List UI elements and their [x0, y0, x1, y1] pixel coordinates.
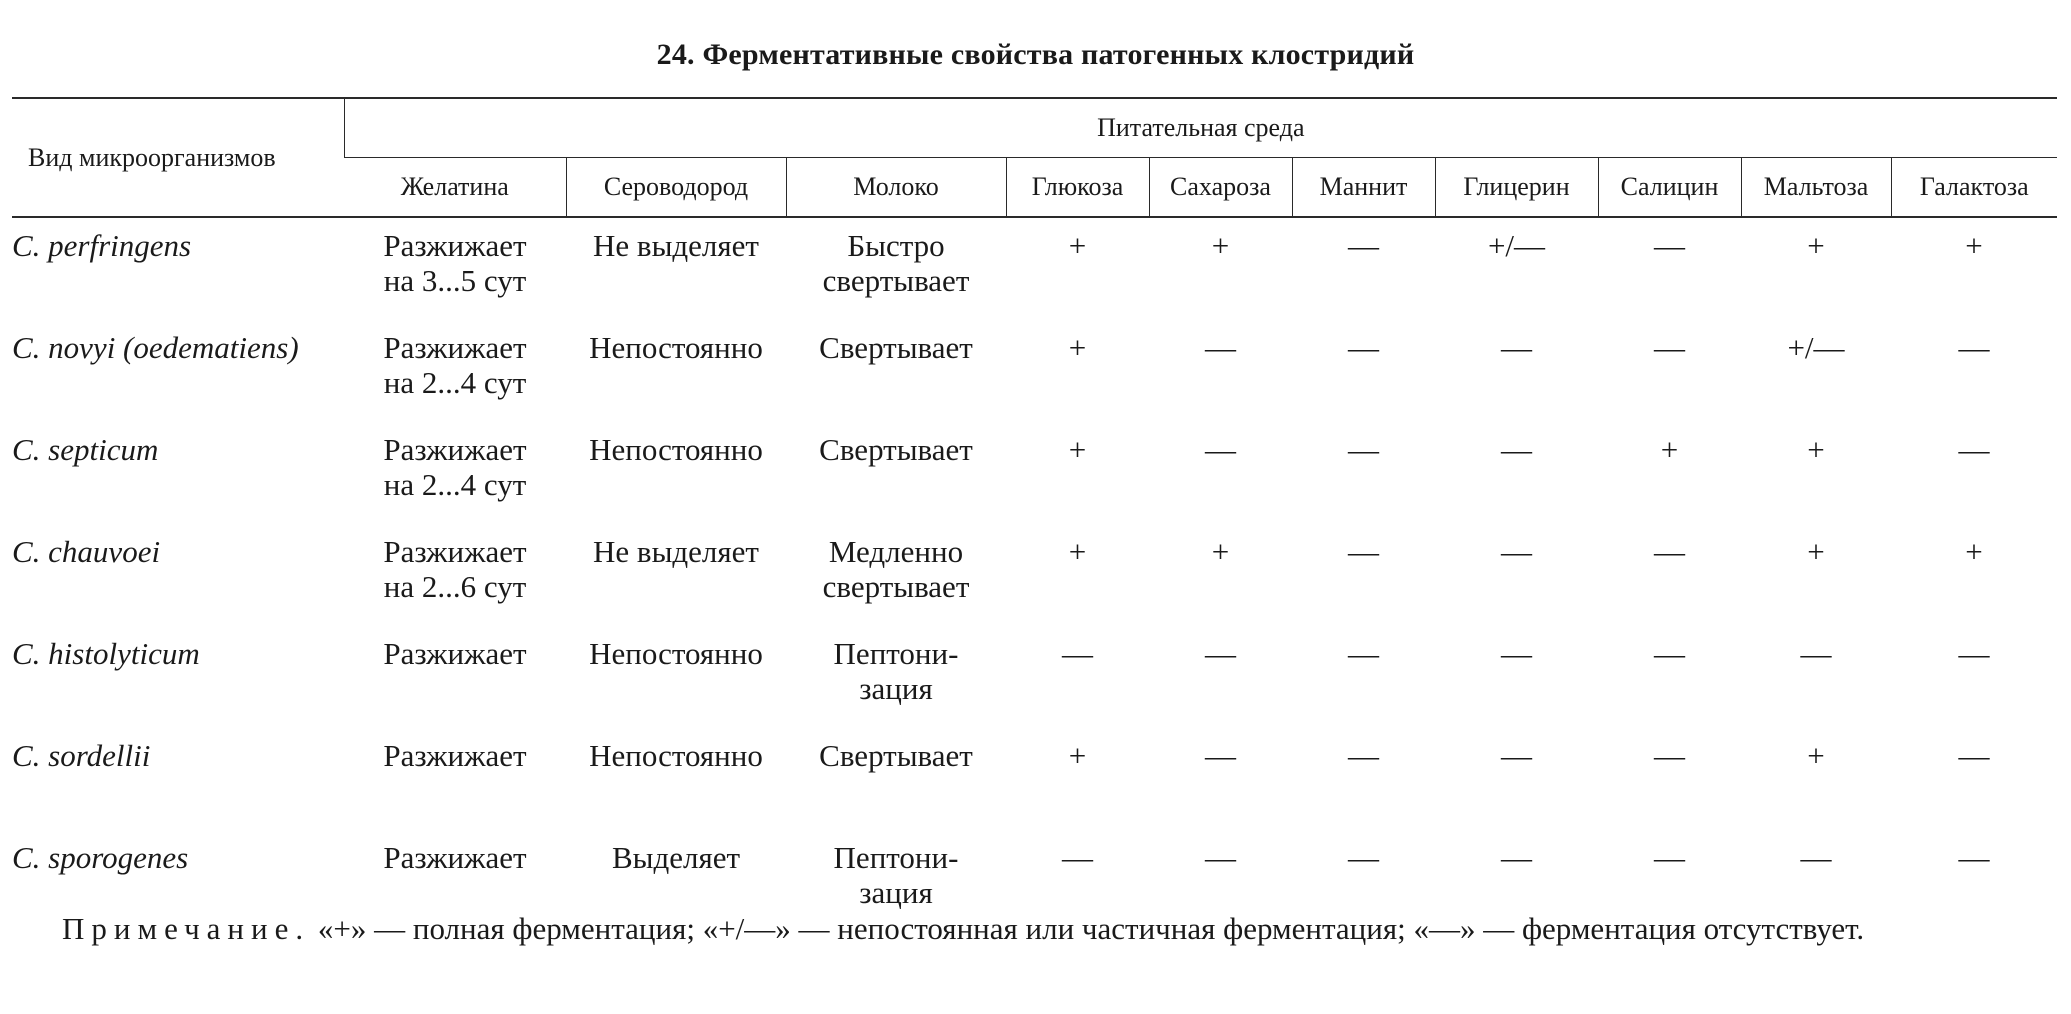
salicin-cell: + [1660, 432, 1679, 467]
mannitol-cell: — [1348, 840, 1379, 875]
column-header: Салицин [1598, 158, 1741, 218]
milk-cell-line: свертывает [822, 263, 970, 298]
gelatin-cell [344, 217, 566, 330]
maltose-cell: + [1807, 228, 1825, 263]
milk-cell [786, 217, 1006, 330]
glucose-cell: — [1062, 840, 1093, 875]
milk-cell [786, 636, 1006, 738]
gelatin-cell [344, 636, 566, 738]
gelatin-cell [344, 432, 566, 534]
gelatin-cell-line: на 2...4 сут [383, 365, 527, 400]
galactose-cell: — [1958, 738, 1990, 773]
galactose-cell: — [1958, 636, 1990, 671]
h2s-cell-line: Не выделяет [593, 228, 759, 263]
column-header: Глюкоза [1006, 158, 1149, 218]
column-header: Глицерин [1435, 158, 1598, 218]
table-note [0, 910, 2050, 948]
table-row [12, 738, 2057, 840]
salicin-cell: — [1654, 738, 1685, 773]
gelatin-cell-line: Разжижает [383, 840, 527, 875]
sucrose-cell: — [1205, 738, 1236, 773]
h2s-cell [566, 534, 786, 636]
gelatin-cell-line: на 2...6 сут [383, 569, 527, 604]
glycerol-cell: +/— [1487, 228, 1546, 263]
gelatin-cell [344, 330, 566, 432]
milk-cell-line: Медленно [828, 534, 964, 569]
h2s-cell-line: Непостоянно [589, 636, 763, 671]
table-row [12, 330, 2057, 432]
galactose-cell: + [1965, 228, 1983, 263]
h2s-cell [566, 738, 786, 840]
species-cell: C. sordellii [12, 738, 151, 773]
gelatin-cell [344, 738, 566, 840]
column-header: Сахароза [1149, 158, 1292, 218]
species-cell: C. histolyticum [12, 636, 200, 671]
galactose-cell: — [1958, 840, 1990, 875]
maltose-cell: + [1807, 432, 1825, 467]
gelatin-cell-line: Разжижает [383, 228, 527, 263]
glycerol-cell: — [1501, 534, 1532, 569]
sucrose-cell: — [1205, 636, 1236, 671]
gelatin-cell-line: Разжижает [383, 432, 527, 467]
mannitol-cell: — [1348, 636, 1379, 671]
glucose-cell: + [1068, 432, 1087, 467]
species-cell: C. septicum [12, 432, 159, 467]
column-header: Молоко [786, 158, 1006, 218]
note-lead: Примечание. [62, 911, 311, 946]
column-header: Желатина [344, 158, 566, 218]
column-header: Маннит [1292, 158, 1435, 218]
note-text: «+» — полная ферментация; «+/—» — непостоянная или частичная ферментация; «—» — ферментация отсутствует. [310, 911, 1865, 946]
table-title: 24. Ферментативные свойства патогенных клостридий [656, 38, 1415, 71]
species-cell: C. chauvoei [12, 534, 161, 569]
maltose-cell: + [1807, 738, 1825, 773]
column-header: Сероводород [566, 158, 786, 218]
milk-cell-line: Свертывает [819, 738, 973, 773]
species-column-header: Вид микроорганизмов [12, 98, 344, 217]
salicin-cell: — [1654, 636, 1685, 671]
gelatin-cell-line: Разжижает [383, 636, 527, 671]
salicin-cell: — [1654, 330, 1685, 365]
milk-cell-line: зация [859, 671, 933, 706]
table-row [12, 534, 2057, 636]
maltose-cell: + [1807, 534, 1825, 569]
h2s-cell [566, 330, 786, 432]
mannitol-cell: — [1348, 738, 1379, 773]
milk-cell [786, 330, 1006, 432]
h2s-cell-line: Непостоянно [589, 738, 763, 773]
glucose-cell: + [1068, 534, 1087, 569]
sucrose-cell: — [1205, 330, 1236, 365]
milk-cell [786, 432, 1006, 534]
sucrose-cell: — [1205, 432, 1236, 467]
milk-cell-line: свертывает [822, 569, 970, 604]
milk-cell-line: Свертывает [819, 432, 973, 467]
h2s-cell-line: Выделяет [611, 840, 741, 875]
glucose-cell: — [1062, 636, 1093, 671]
salicin-cell: — [1654, 840, 1685, 875]
maltose-cell: — [1800, 636, 1832, 671]
gelatin-cell-line: Разжижает [383, 330, 527, 365]
mannitol-cell: — [1348, 330, 1379, 365]
glycerol-cell: — [1501, 330, 1532, 365]
maltose-cell: — [1800, 840, 1832, 875]
glucose-cell: + [1068, 330, 1087, 365]
gelatin-cell-line: Разжижает [383, 738, 527, 773]
glucose-cell: + [1068, 738, 1087, 773]
mannitol-cell: — [1348, 432, 1379, 467]
mannitol-cell: — [1348, 228, 1379, 263]
gelatin-cell-line: на 3...5 сут [383, 263, 527, 298]
gelatin-cell-line: Разжижает [383, 534, 527, 569]
glycerol-cell: — [1501, 840, 1532, 875]
nutrient-medium-group-header: Питательная среда [344, 98, 2057, 158]
milk-cell-line: Пептони- [833, 840, 959, 875]
species-cell: C. sporogenes [12, 840, 189, 875]
mannitol-cell: — [1348, 534, 1379, 569]
galactose-cell: — [1958, 432, 1990, 467]
h2s-cell [566, 432, 786, 534]
glycerol-cell: — [1501, 432, 1532, 467]
galactose-cell: — [1958, 330, 1990, 365]
sucrose-cell: + [1211, 534, 1230, 569]
species-cell: C. novyi (oedematiens) [12, 330, 299, 365]
column-header: Галактоза [1891, 158, 2057, 218]
glucose-cell: + [1068, 228, 1087, 263]
h2s-cell [566, 217, 786, 330]
gelatin-cell-line: на 2...4 сут [383, 467, 527, 502]
table-row [12, 636, 2057, 738]
maltose-cell: +/— [1787, 330, 1845, 365]
sucrose-cell: — [1205, 840, 1236, 875]
table-row [12, 432, 2057, 534]
glycerol-cell: — [1501, 636, 1532, 671]
galactose-cell: + [1965, 534, 1983, 569]
salicin-cell: — [1654, 534, 1685, 569]
sucrose-cell: + [1211, 228, 1230, 263]
fermentation-table [12, 97, 2057, 942]
h2s-cell-line: Непостоянно [589, 432, 763, 467]
column-header: Мальтоза [1741, 158, 1891, 218]
salicin-cell: — [1654, 228, 1685, 263]
table-row [12, 217, 2057, 330]
glycerol-cell: — [1501, 738, 1532, 773]
gelatin-cell [344, 534, 566, 636]
h2s-cell-line: Не выделяет [593, 534, 759, 569]
h2s-cell-line: Непостоянно [589, 330, 763, 365]
milk-cell-line: Пептони- [833, 636, 959, 671]
milk-cell [786, 534, 1006, 636]
milk-cell-line: Быстро [847, 228, 945, 263]
milk-cell [786, 738, 1006, 840]
milk-cell-line: Свертывает [819, 330, 973, 365]
species-cell: C. perfringens [12, 228, 192, 263]
milk-cell-line: зация [859, 875, 933, 910]
h2s-cell [566, 636, 786, 738]
